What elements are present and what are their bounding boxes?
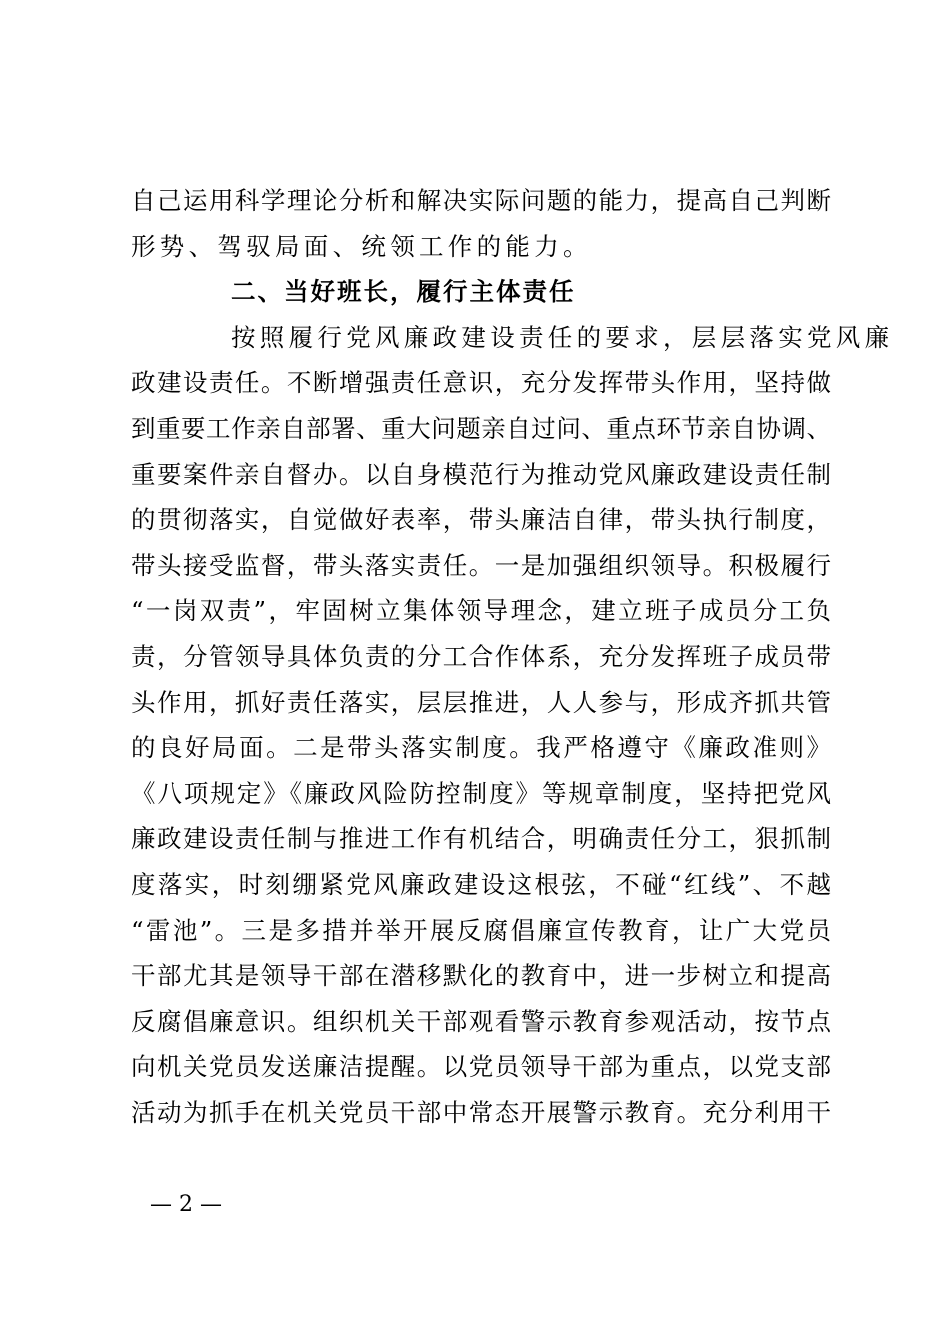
text-line-6: 到重要工作亲自部署、重大问题亲自过问、重点环节亲自协调、 xyxy=(131,413,831,443)
text-line-1: 自己运用科学理论分析和解决实际问题的能力，提高自己判断 xyxy=(131,186,831,215)
text-line-11: 责，分管领导具体负责的分工合作体系，充分发挥班子成员带 xyxy=(131,641,831,671)
text-line-9: 带头接受监督，带头落实责任。一是加强组织领导。积极履行 xyxy=(131,550,831,580)
text-line-17: “雷池”。三是多措并举开展反腐倡廉宣传教育，让广大党员 xyxy=(131,915,831,945)
text-line-10: “一岗双责”，牢固树立集体领导理念，建立班子成员分工负 xyxy=(131,596,831,626)
section-heading: 二、当好班长，履行主体责任 xyxy=(231,277,576,307)
text-line-8: 的贯彻落实，自觉做好表率，带头廉洁自律，带头执行制度， xyxy=(131,505,831,535)
text-line-2: 形势、驾驭局面、统领工作的能力。 xyxy=(131,231,592,261)
text-line-15: 廉政建设责任制与推进工作有机结合，明确责任分工，狠抓制 xyxy=(131,824,831,854)
body-text xyxy=(131,178,894,1135)
text-line-20: 向机关党员发送廉洁提醒。以党员领导干部为重点，以党支部 xyxy=(131,1052,831,1082)
text-line-21: 活动为抓手在机关党员干部中常态开展警示教育。充分利用干 xyxy=(131,1097,831,1127)
text-line-7: 重要案件亲自督办。以自身模范行为推动党风廉政建设责任制 xyxy=(131,459,831,489)
text-line-14: 《八项规定》《廉政风险防控制度》等规章制度，坚持把党风 xyxy=(131,778,831,808)
text-line-19: 反腐倡廉意识。组织机关干部观看警示教育参观活动，按节点 xyxy=(131,1006,831,1036)
paragraph-first-line: 按照履行党风廉政建设责任的要求，层层落实党风廉 xyxy=(231,322,894,352)
text-line-12: 头作用，抓好责任落实，层层推进，人人参与，形成齐抓共管 xyxy=(131,687,831,717)
page-number: — 2 — xyxy=(150,1192,222,1217)
text-line-5: 政建设责任。不断增强责任意识，充分发挥带头作用，坚持做 xyxy=(131,368,831,398)
text-line-16: 度落实，时刻绷紧党风廉政建设这根弦，不碰“红线”、不越 xyxy=(131,869,831,899)
text-line-18: 干部尤其是领导干部在潜移默化的教育中，进一步树立和提高 xyxy=(131,961,831,991)
text-line-13: 的良好局面。二是带头落实制度。我严格遵守《廉政准则》 xyxy=(131,733,831,763)
